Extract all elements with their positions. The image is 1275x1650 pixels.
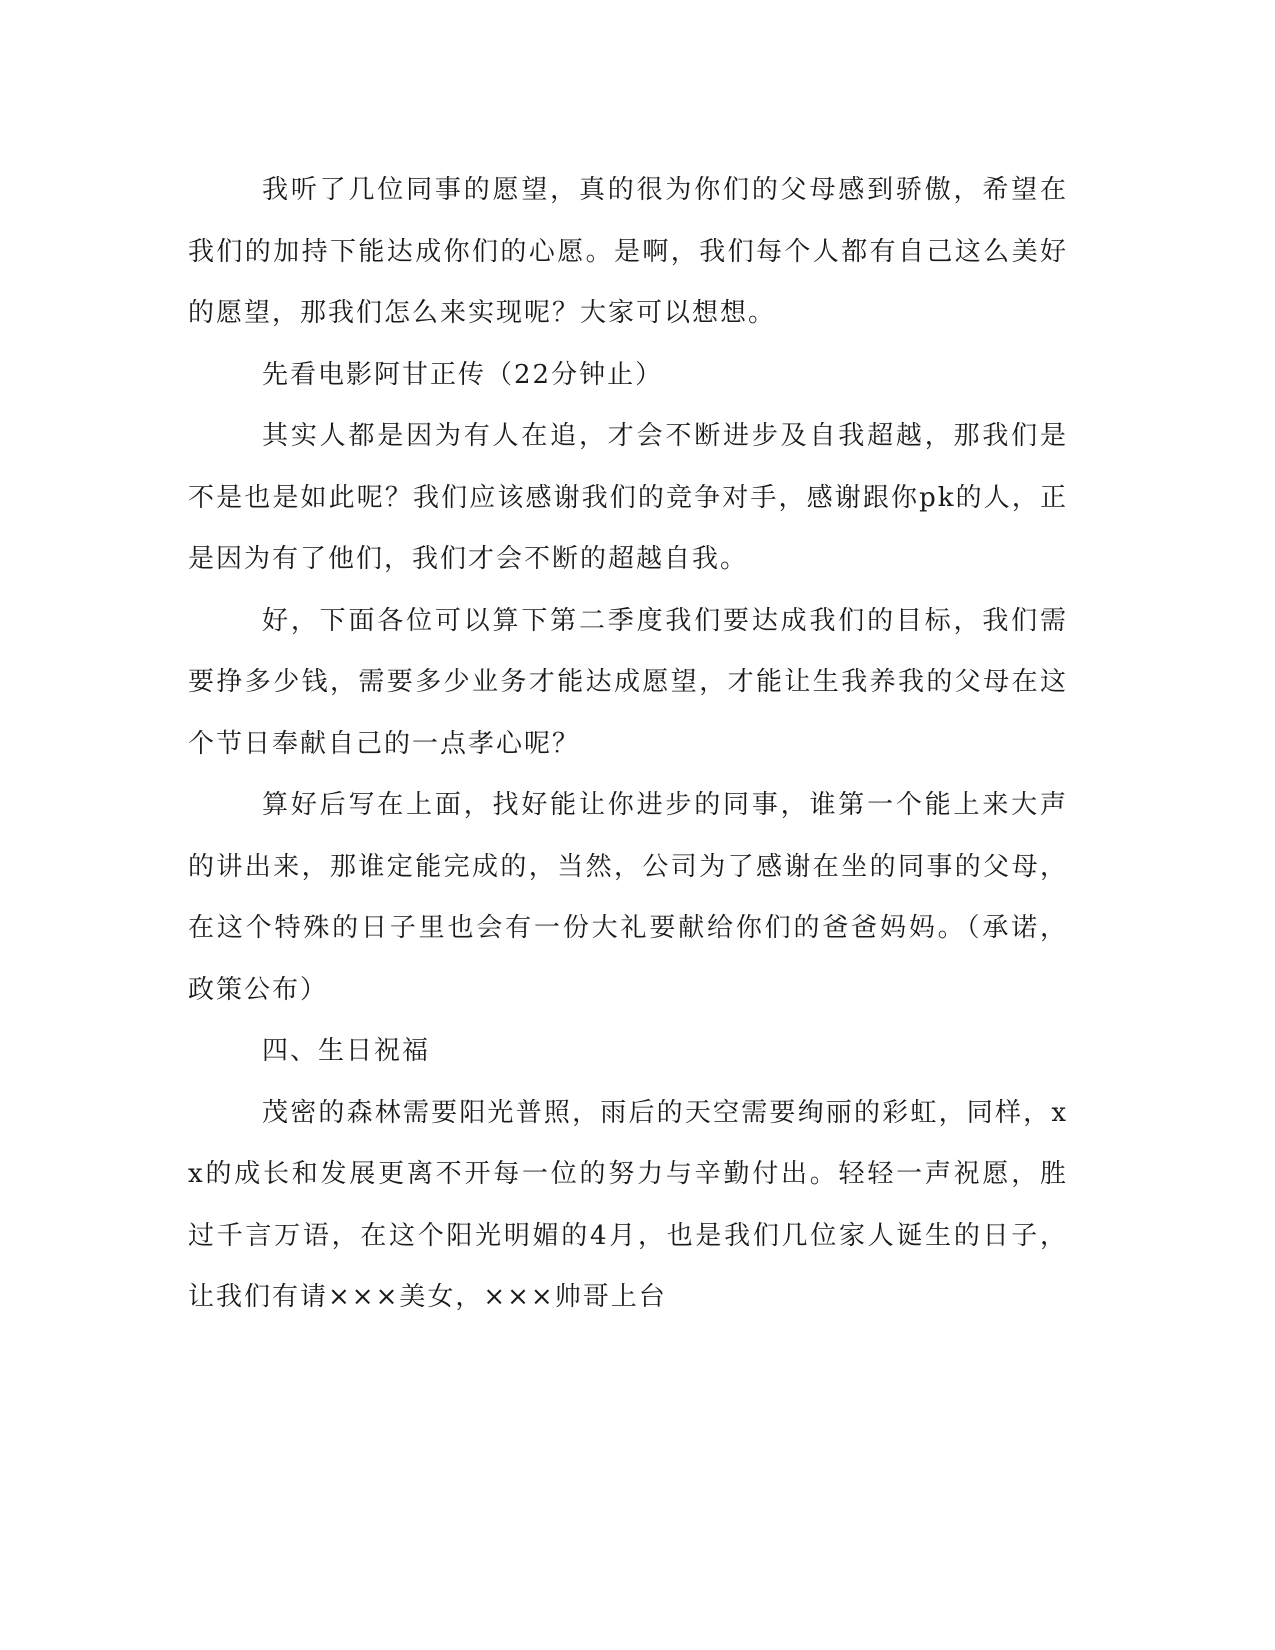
paragraph-wishes: 我听了几位同事的愿望，真的很为你们的父母感到骄傲，希望在我们的加持下能达成你们的心愿。是啊，我们每个人都有自己这么美好的愿望，那我们怎么来实现呢？大家可以想想。	[188, 175, 1068, 328]
paragraph-movie: 先看电影阿甘正传（22分钟止）	[262, 359, 664, 390]
document-body	[188, 160, 1068, 1329]
paragraph-announcement: 算好后写在上面，找好能让你进步的同事，谁第一个能上来大声的讲出来，那谁定能完成的，当然，公司为了感谢在坐的同事的父母，在这个特殊的日子里也会有一份大礼要献给你们的爸爸妈妈。（承诺，政策公布）	[188, 790, 1068, 1005]
section-heading-birthday: 四、生日祝福	[262, 1036, 431, 1066]
paragraph-competition: 其实人都是因为有人在追，才会不断进步及自我超越，那我们是不是也是如此呢？我们应该感谢我们的竞争对手，感谢跟你pk的人，正是因为有了他们，我们才会不断的超越自我。	[188, 421, 1068, 574]
paragraph-birthday-wishes: 茂密的森林需要阳光普照，雨后的天空需要绚丽的彩虹，同样，xx的成长和发展更离不开每一位的努力与辛勤付出。轻轻一声祝愿，胜过千言万语，在这个阳光明媚的4月，也是我们几位家人诞生的日子，让我们有请×××美女，×××帅哥上台	[188, 1097, 1068, 1312]
paragraph-targets: 好，下面各位可以算下第二季度我们要达成我们的目标，我们需要挣多少钱，需要多少业务才能达成愿望，才能让生我养我的父母在这个节日奉献自己的一点孝心呢？	[188, 605, 1068, 759]
